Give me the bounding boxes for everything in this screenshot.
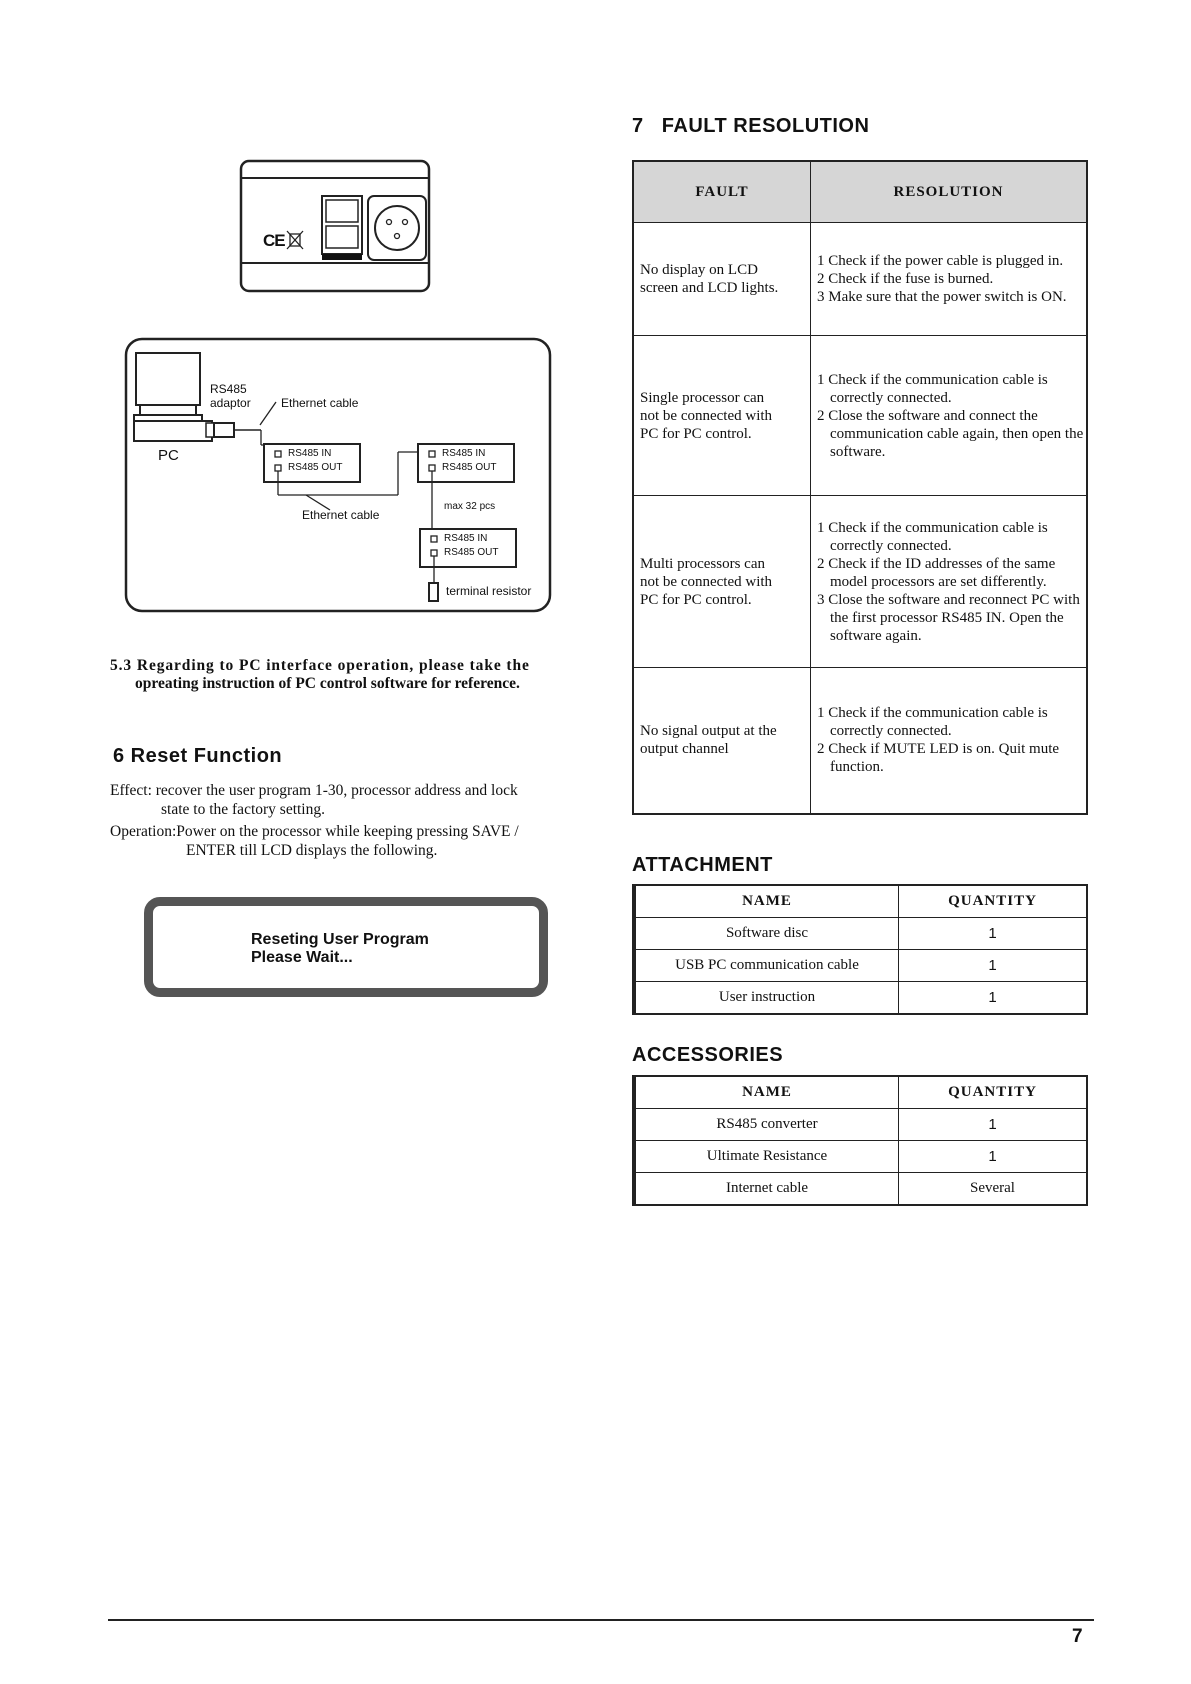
section-5-3-line2: opreating instruction of PC control software for reference. (135, 675, 520, 692)
resolution-cell (811, 336, 1088, 496)
ethernet-cable-label-bottom: Ethernet cable (302, 508, 380, 522)
table-row (634, 1109, 1087, 1141)
item-name: Software disc (634, 918, 899, 950)
fault-table-header-row (633, 161, 1087, 223)
device-rear-panel-illustration (238, 158, 432, 294)
operation-line2: ENTER till LCD displays the following. (186, 842, 438, 859)
table-row (633, 496, 1087, 668)
fault-cell (633, 496, 811, 668)
item-quantity: 1 (899, 1141, 1088, 1173)
fault-line: output channel (640, 741, 729, 758)
item-quantity: 1 (899, 950, 1088, 982)
resolution-line: 1 Check if the communication cable is correctly connected. (817, 371, 1048, 406)
quantity-header: QUANTITY (899, 1076, 1088, 1109)
resolution-cell (811, 223, 1088, 336)
rs485-label: RS485 (210, 382, 247, 396)
fault-line: not be connected with (640, 573, 773, 590)
table-row (634, 918, 1087, 950)
effect-line2: state to the factory setting. (161, 801, 325, 818)
section-6-body (110, 781, 580, 860)
item-quantity: 1 (899, 918, 1088, 950)
resolution-cell (811, 496, 1088, 668)
item-quantity: Several (899, 1173, 1088, 1206)
item-name: User instruction (634, 982, 899, 1015)
item-name: RS485 converter (634, 1109, 899, 1141)
effect-line1: Effect: recover the user program 1-30, processor address and lock (110, 782, 518, 799)
footer-rule (108, 1619, 1094, 1621)
name-header: NAME (634, 885, 899, 918)
fault-cell (633, 336, 811, 496)
fault-cell (633, 668, 811, 814)
table-row (634, 982, 1087, 1015)
weee-bin-icon (287, 231, 303, 249)
lcd-line1: Reseting User Program (251, 931, 429, 948)
resolution-line: 2 Check if the fuse is burned. (817, 271, 994, 287)
fault-line: No signal output at the (640, 723, 777, 740)
table-row (633, 336, 1087, 496)
adaptor-label: adaptor (210, 396, 251, 410)
resolution-line: 2 Close the software and connect the communication cable again, then open the software. (817, 407, 1084, 460)
ethernet-cable-label-top: Ethernet cable (281, 396, 359, 410)
attachment-table (632, 884, 1088, 1015)
fault-line: Multi processors can (640, 555, 765, 572)
table-row (633, 668, 1087, 814)
lcd-line2: Please Wait... (251, 949, 353, 966)
resolution-line: 1 Check if the communication cable is correctly connected. (817, 705, 1048, 740)
box1-out-label: RS485 OUT (288, 462, 343, 473)
table-row (634, 1141, 1087, 1173)
fault-line: not be connected with (640, 407, 773, 424)
resolution-line: 3 Make sure that the power switch is ON. (817, 289, 1067, 305)
fault-line: Single processor can (640, 389, 765, 406)
section-6-title: 6 Reset Function (113, 745, 283, 767)
ce-mark: CE (263, 231, 285, 250)
table-row (634, 950, 1087, 982)
fault-line: screen and LCD lights. (640, 280, 779, 296)
item-name: Internet cable (634, 1173, 899, 1206)
item-name: Ultimate Resistance (634, 1141, 899, 1173)
accessories-header-row (634, 1076, 1087, 1109)
pc-computer-icon (134, 353, 212, 441)
name-header: NAME (634, 1076, 899, 1109)
resolution-line: 1 Check if the communication cable is correctly connected. (817, 519, 1048, 554)
table-row (633, 223, 1087, 336)
accessories-title: ACCESSORIES (632, 1044, 784, 1066)
item-name: USB PC communication cable (634, 950, 899, 982)
box3-in-label: RS485 IN (444, 533, 488, 544)
pc-label: PC (158, 447, 179, 464)
resolution-line: 2 Check if MUTE LED is on. Quit mute function. (817, 741, 1060, 776)
fault-header: FAULT (633, 161, 811, 223)
fault-cell (633, 223, 811, 336)
resolution-line: 1 Check if the power cable is plugged in. (817, 253, 1064, 269)
resolution-header: RESOLUTION (811, 161, 1088, 223)
box3-out-label: RS485 OUT (444, 547, 499, 558)
page-number: 7 (1072, 1626, 1083, 1647)
quantity-header: QUANTITY (899, 885, 1088, 918)
resolution-cell (811, 668, 1088, 814)
item-quantity: 1 (899, 982, 1088, 1015)
lcd-display (144, 897, 548, 997)
section-5-3-line1: 5.3 Regarding to PC interface operation, please take the (110, 657, 530, 674)
rs485-connection-diagram (124, 337, 552, 613)
resolution-line: 3 Close the software and reconnect PC with the first processor RS485 IN. Open the software again. (817, 591, 1080, 644)
accessories-table (632, 1075, 1088, 1206)
section-7-title: 7 FAULT RESOLUTION (632, 115, 870, 137)
box1-in-label: RS485 IN (288, 448, 332, 459)
resolution-line: 2 Check if the ID addresses of the same model processors are set differently. (817, 555, 1056, 590)
attachment-header-row (634, 885, 1087, 918)
fault-line: PC for PC control. (640, 425, 752, 442)
fault-line: No display on LCD (640, 262, 758, 278)
attachment-title: ATTACHMENT (632, 854, 773, 876)
max-32-pcs-label: max 32 pcs (444, 501, 496, 512)
operation-line1: Operation:Power on the processor while keeping pressing SAVE / (110, 823, 519, 840)
terminal-resistor-label: terminal resistor (446, 584, 532, 598)
box2-in-label: RS485 IN (442, 448, 486, 459)
item-quantity: 1 (899, 1109, 1088, 1141)
fault-line: PC for PC control. (640, 591, 752, 608)
fault-resolution-table (632, 160, 1088, 815)
table-row (634, 1173, 1087, 1206)
box2-out-label: RS485 OUT (442, 462, 497, 473)
section-5-3-text (110, 657, 530, 693)
